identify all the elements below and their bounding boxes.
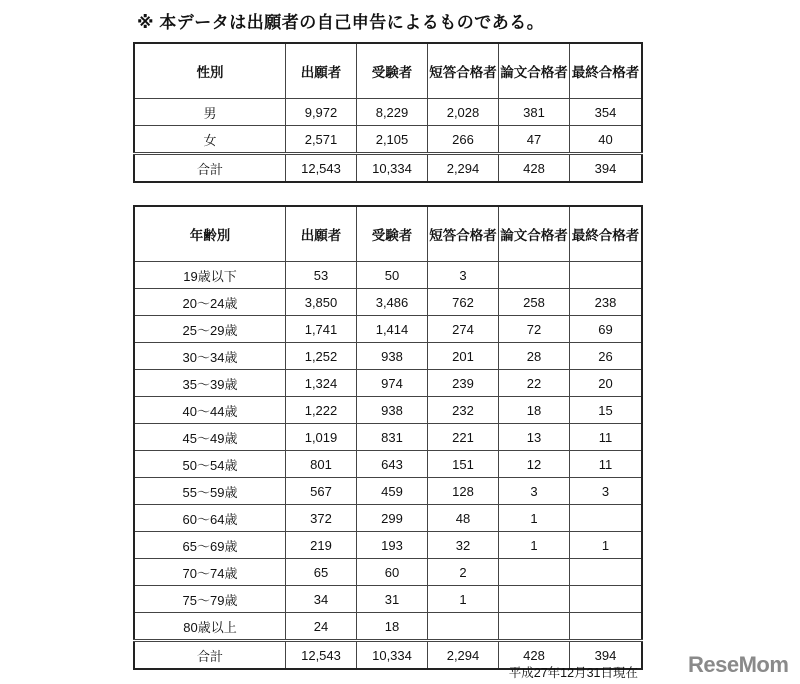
table-cell: 3,486 [357, 289, 428, 316]
table-cell: 18 [357, 613, 428, 641]
table-cell: 1,019 [286, 424, 357, 451]
table-cell: 26 [570, 343, 643, 370]
table-cell [570, 613, 643, 641]
table-cell: 274 [428, 316, 499, 343]
table-row [134, 559, 642, 586]
table-cell: 8,229 [357, 99, 428, 126]
table-cell [499, 586, 570, 613]
table-cell: 232 [428, 397, 499, 424]
table-cell: 24 [286, 613, 357, 641]
table-cell: 938 [357, 343, 428, 370]
table-cell: 10,334 [357, 641, 428, 670]
table-cell: 1,741 [286, 316, 357, 343]
table-cell [499, 613, 570, 641]
table-cell: 1 [499, 505, 570, 532]
table-cell: 47 [499, 126, 570, 154]
table-cell: 53 [286, 262, 357, 289]
row-label: 女 [134, 126, 286, 154]
table-cell [499, 262, 570, 289]
table-cell: 801 [286, 451, 357, 478]
resemom-logo: ReseMom [688, 652, 789, 677]
table-cell: 428 [499, 154, 570, 183]
row-label: 25～29歳 [134, 316, 286, 343]
table-cell: 72 [499, 316, 570, 343]
column-header: 受験者 [357, 206, 428, 262]
row-label: 80歳以上 [134, 613, 286, 641]
table-cell: 354 [570, 99, 643, 126]
table-cell: 18 [499, 397, 570, 424]
table-cell: 13 [499, 424, 570, 451]
table-cell: 1 [499, 532, 570, 559]
table-cell: 60 [357, 559, 428, 586]
row-label: 70～74歳 [134, 559, 286, 586]
table-cell: 2,105 [357, 126, 428, 154]
column-header: 論文合格者 [499, 206, 570, 262]
table-cell: 831 [357, 424, 428, 451]
table-cell: 219 [286, 532, 357, 559]
table-cell: 12,543 [286, 154, 357, 183]
row-label: 55～59歳 [134, 478, 286, 505]
table-cell: 28 [499, 343, 570, 370]
column-header: 受験者 [357, 43, 428, 99]
table-row [134, 505, 642, 532]
table-cell: 12,543 [286, 641, 357, 670]
table-cell: 2,571 [286, 126, 357, 154]
table-cell: 1 [570, 532, 643, 559]
table-cell: 762 [428, 289, 499, 316]
table-cell: 2 [428, 559, 499, 586]
table-cell: 128 [428, 478, 499, 505]
table-cell: 2,294 [428, 154, 499, 183]
table-cell: 3 [428, 262, 499, 289]
row-label: 75～79歳 [134, 586, 286, 613]
table-row [134, 451, 642, 478]
row-label: 40～44歳 [134, 397, 286, 424]
table-cell: 1,222 [286, 397, 357, 424]
row-label: 20～24歳 [134, 289, 286, 316]
table-row [134, 289, 642, 316]
table-cell [570, 586, 643, 613]
column-header: 短答合格者 [428, 206, 499, 262]
table-row [134, 316, 642, 343]
table-cell: 394 [570, 154, 643, 183]
table-cell: 221 [428, 424, 499, 451]
row-label: 60～64歳 [134, 505, 286, 532]
table-row [134, 424, 642, 451]
table-cell: 193 [357, 532, 428, 559]
table-cell: 10,334 [357, 154, 428, 183]
table-cell: 40 [570, 126, 643, 154]
table-cell: 3,850 [286, 289, 357, 316]
table-cell: 3 [499, 478, 570, 505]
column-header: 論文合格者 [499, 43, 570, 99]
total-row [134, 154, 642, 183]
table-cell: 567 [286, 478, 357, 505]
table-cell: 34 [286, 586, 357, 613]
gender-table [133, 42, 643, 183]
table-cell: 31 [357, 586, 428, 613]
table-cell: 428 [499, 641, 570, 670]
table-cell: 394 [570, 641, 643, 670]
table-cell: 2,028 [428, 99, 499, 126]
table-cell: 238 [570, 289, 643, 316]
table-row [134, 586, 642, 613]
row-label: 合計 [134, 154, 286, 183]
table-cell [570, 505, 643, 532]
table-cell: 266 [428, 126, 499, 154]
data-note: ※ 本データは出願者の自己申告によるものである。 [137, 13, 545, 32]
table-row [134, 126, 642, 154]
table-cell: 1 [428, 586, 499, 613]
table-cell: 151 [428, 451, 499, 478]
column-header: 短答合格者 [428, 43, 499, 99]
table-cell: 1,252 [286, 343, 357, 370]
table-cell: 258 [499, 289, 570, 316]
date-note: 平成27年12月31日現在 [508, 666, 638, 680]
table-row [134, 613, 642, 641]
table-cell: 459 [357, 478, 428, 505]
table-cell: 372 [286, 505, 357, 532]
table-row [134, 343, 642, 370]
table-row [134, 397, 642, 424]
row-label: 男 [134, 99, 286, 126]
table-cell: 938 [357, 397, 428, 424]
table-cell: 299 [357, 505, 428, 532]
header-row [134, 206, 642, 262]
table-cell: 643 [357, 451, 428, 478]
column-header: 年齢別 [134, 206, 286, 262]
column-header: 性別 [134, 43, 286, 99]
row-label: 50～54歳 [134, 451, 286, 478]
table-cell [570, 559, 643, 586]
table-cell: 20 [570, 370, 643, 397]
table-cell: 201 [428, 343, 499, 370]
table-cell: 9,972 [286, 99, 357, 126]
row-label: 65～69歳 [134, 532, 286, 559]
age-table [133, 205, 643, 670]
row-label: 35～39歳 [134, 370, 286, 397]
table-row [134, 478, 642, 505]
table-cell [570, 262, 643, 289]
column-header: 最終合格者 [570, 43, 643, 99]
table-cell: 3 [570, 478, 643, 505]
table-cell: 11 [570, 451, 643, 478]
row-label: 30～34歳 [134, 343, 286, 370]
header-row [134, 43, 642, 99]
row-label: 19歳以下 [134, 262, 286, 289]
row-label: 合計 [134, 641, 286, 670]
table-row [134, 532, 642, 559]
table-cell: 22 [499, 370, 570, 397]
table-row [134, 262, 642, 289]
table-cell: 1,324 [286, 370, 357, 397]
table-cell [428, 613, 499, 641]
column-header: 最終合格者 [570, 206, 643, 262]
table-cell: 15 [570, 397, 643, 424]
table-cell: 48 [428, 505, 499, 532]
table-cell: 50 [357, 262, 428, 289]
table-cell: 381 [499, 99, 570, 126]
column-header: 出願者 [286, 206, 357, 262]
table-cell: 65 [286, 559, 357, 586]
table-cell: 2,294 [428, 641, 499, 670]
table-cell: 239 [428, 370, 499, 397]
table-cell: 974 [357, 370, 428, 397]
row-label: 45～49歳 [134, 424, 286, 451]
table-cell: 11 [570, 424, 643, 451]
table-cell: 32 [428, 532, 499, 559]
table-row [134, 370, 642, 397]
table-cell [499, 559, 570, 586]
table-cell: 69 [570, 316, 643, 343]
table-cell: 1,414 [357, 316, 428, 343]
column-header: 出願者 [286, 43, 357, 99]
table-cell: 12 [499, 451, 570, 478]
table-row [134, 99, 642, 126]
